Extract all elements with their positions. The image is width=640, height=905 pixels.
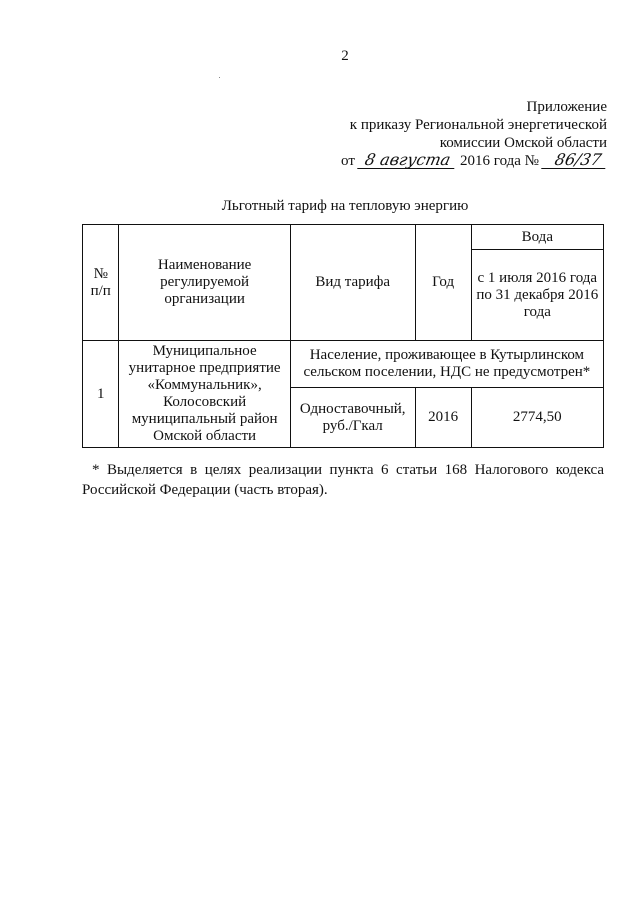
header-water: Вода xyxy=(471,225,603,250)
header-year: Год xyxy=(415,225,471,341)
header-tariff-type: Вид тарифа xyxy=(290,225,415,341)
appendix-title: Приложение xyxy=(526,99,607,115)
document-title: Льготный тариф на тепловую энергию xyxy=(221,198,469,214)
header-period: с 1 июля 2016 года по 31 декабря 2016 года xyxy=(471,250,603,341)
cell-population-note: Население, проживающее в Кутырлинском сельском поселении, НДС не предусмотрен* xyxy=(290,341,603,388)
tariff-table xyxy=(82,224,604,448)
order-date-handwritten: 8 августа xyxy=(357,152,458,169)
appendix-commission: комиссии Омской области xyxy=(439,135,607,151)
appendix-order-ref: к приказу Региональной энергетической xyxy=(349,117,607,133)
cell-organization: Муниципальное унитарное предприятие «Коммунальник», Колосовский муниципальный район Омской области xyxy=(119,341,290,448)
page-number: 2 xyxy=(341,48,349,64)
order-number-handwritten: 86/37 xyxy=(541,152,609,169)
cell-tariff-type: Одноставочный, руб./Гкал xyxy=(290,388,415,448)
order-prefix: от xyxy=(341,153,355,169)
cell-value: 2774,50 xyxy=(471,388,603,448)
footnote: * Выделяется в целях реализации пункта 6 статьи 168 Налогового кодекса Российской Федерации (часть вторая). xyxy=(82,462,604,498)
order-year-text: 2016 года № xyxy=(460,153,539,169)
header-num: № п/п xyxy=(83,225,119,341)
header-row-1 xyxy=(83,225,604,250)
table-row xyxy=(83,341,604,388)
order-line xyxy=(341,152,607,170)
appendix-block xyxy=(341,98,607,170)
scan-speck xyxy=(219,77,220,78)
cell-num: 1 xyxy=(83,341,119,448)
header-organization: Наименование регулируемой организации xyxy=(119,225,290,341)
cell-year: 2016 xyxy=(415,388,471,448)
